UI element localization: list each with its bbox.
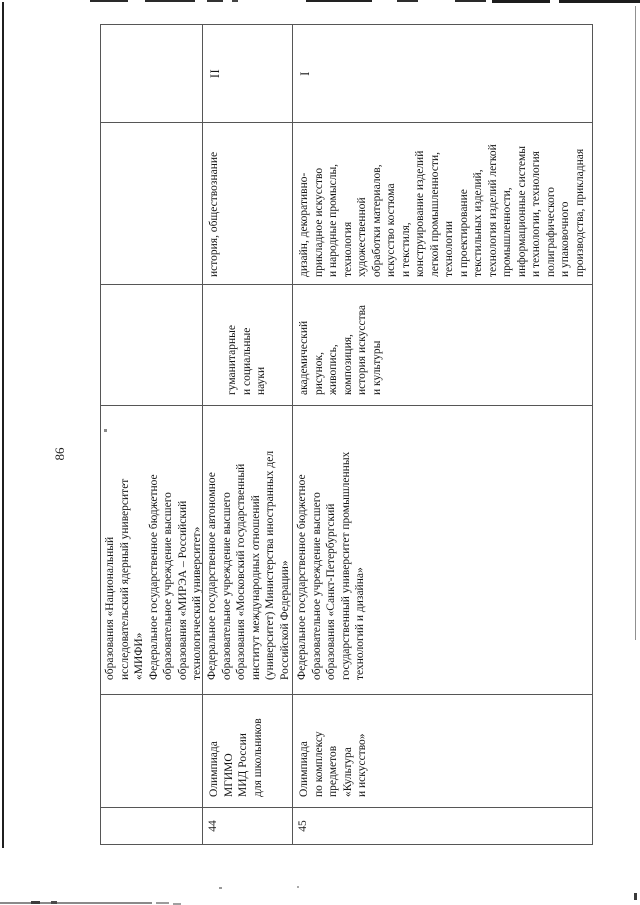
r44-number-cell: 44 [203,807,293,844]
scan-edge-top-dash [306,0,372,2]
r43-level-cell [101,24,203,122]
scan-edge-top-dash [232,0,238,2]
scan-edge-top-dash [455,0,486,2]
r44-level-cell: II [203,24,293,122]
r45-name-cell: Олимпиада по комплексу предметов «Культура и искусство» [293,694,593,807]
scan-edge-top-dash [90,0,128,2]
r45-profile-cell: академический рисунок, живопись, композиция, история искусства и культуры [293,284,593,405]
scan-dot [219,887,222,889]
r43-subjects-cell [101,122,203,284]
scan-edge-top-dash [397,0,418,2]
scan-edge-bottom-dash [156,902,169,904]
scan-edge-bottom [0,902,152,904]
r43-organizer-cell: образования «Национальный исследовательский ядерный университет «МИФИ» Федеральное государственное бюджетное образовательное учреждение высшего образования «МИРЭА – Российский технологический университет» [101,405,203,694]
r45-organizer-cell: Федеральное государственное бюджетное образовательное учреждение высшего образования «Санкт-Петербургский государственный университет промышленных технологий и дизайна» [293,405,593,694]
scan-dot [297,886,299,888]
olympiads-table [100,24,593,845]
r44-organizer-cell: Федеральное государственное автономное образовательное учреждение высшего образования «Московский государственный институт международных отношений (университет) Министерства иностранных дел Российской Федерации» [203,405,293,694]
r45-level-cell: I [293,24,593,122]
scan-edge-top-dash [145,0,195,2]
page-number: 86 [52,447,67,461]
r43-name-cell [101,694,203,807]
scan-edge-right-mark [634,893,637,900]
scan-edge-left [2,2,4,848]
r43-profile-cell [101,284,203,405]
r45-subjects-cell: дизайн, декоративно- прикладное искусство и народные промыслы, технология художественной обработки материалов, искусство костюма и текстиля, конструирование изделий легкой промышленности, технологии и проектирование текстильных изделий, технология изделий легкой промышленности, информационные системы и технологии, технология полиграфического и упаковочного производства, прикладная [293,122,593,284]
scan-edge-bottom-speck [31,901,40,904]
r44-subjects-cell: история, обществознание [203,122,293,284]
scan-dot [104,429,107,432]
r43-number-cell [101,807,203,844]
r45-number-cell: 45 [293,807,593,844]
r44-name-cell: Олимпиада МГИМО МИД России для школьников [203,694,293,807]
scan-edge-bottom-speck [51,901,57,904]
scan-edge-top-dash [207,0,223,2]
scan-edge-right [635,6,636,640]
r44-profile-cell: гуманитарные и социальные науки [203,284,293,405]
scan-edge-top-dash [492,0,550,3]
scan-edge-top-dash [559,0,640,3]
